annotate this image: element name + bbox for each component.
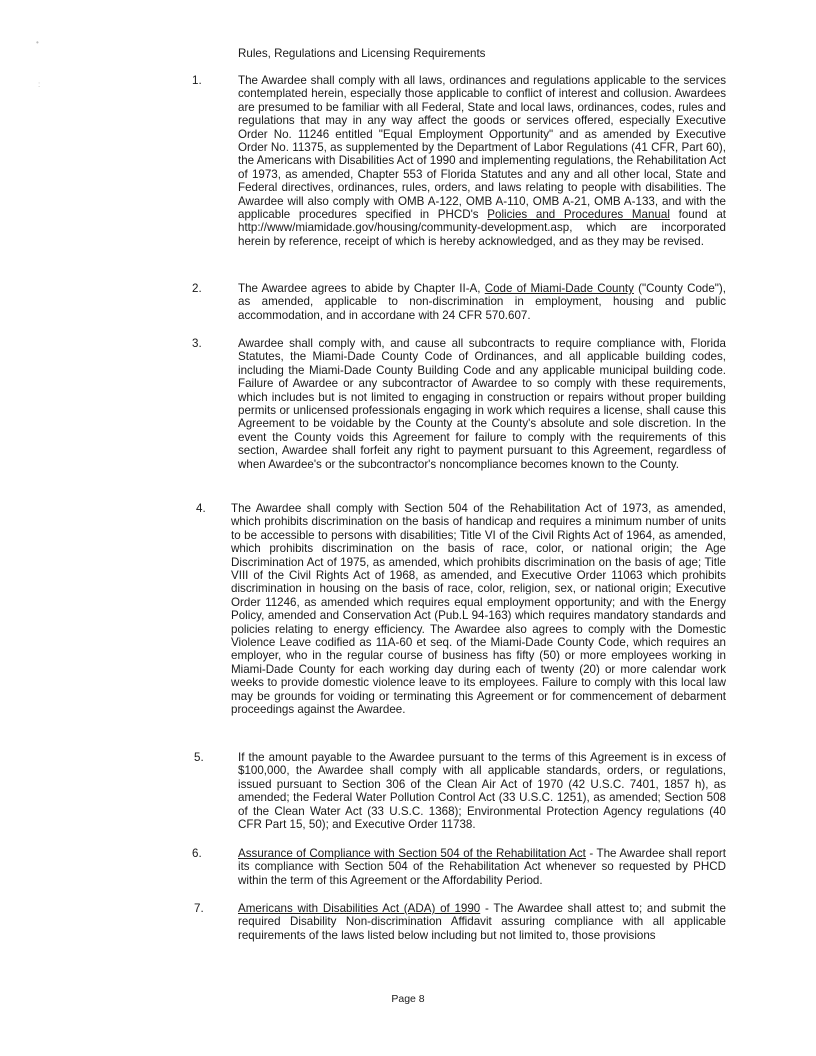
- page-number: Page 8: [391, 993, 425, 1005]
- item-number: 5.: [194, 751, 204, 764]
- section-heading: Rules, Regulations and Licensing Requirements: [238, 47, 486, 60]
- section-504-assurance-link[interactable]: Assurance of Compliance with Section 504 of the Rehabilitation Act: [238, 847, 586, 860]
- item-body-continued: found at http://www/miamidade.gov/housing/community-development.asp, which are incorporated herein by reference, receipt of which is hereby acknowledged, and as they may be revised.: [238, 208, 726, 248]
- scan-speck: :: [38, 80, 41, 89]
- item-body-lead: The Awardee agrees to abide by Chapter II-A,: [238, 282, 481, 295]
- county-code-link[interactable]: Code of Miami-Dade County: [484, 282, 634, 295]
- item-number: 1.: [192, 74, 202, 87]
- item-text: The Awardee shall comply with Section 504 of the Rehabilitation Act of 1973, as amended, which prohibits discrimination on the basis of handicap and requires a minimum number of units to be accessible to persons with disabilities; Title VI of the Civil Rights Act of 1964, as amended, which prohibits discrimination on the basis of race, color, or national origin; the Age Discrimination Act of 1975, as amended, which prohibits discrimination on the basis of age; Title VIII of the Civil Rights Act of 1968, as amended, and Executive Order 11063 which prohibits discrimination in housing on the basis of race, color, religion, sex, or national origin; Executive Order 11246, as amended which requires equal employment opportunity; and with the Energy Policy, amended and Conservation Act (Pub.L 94-163) which requires mandatory standards and policies relating to energy efficiency. The Awardee also agrees to comply with the Domestic Violence Leave codified as 11A-60 et seq. of the Miami-Dade County Code, which requires an employer, who in the regular course of business has fifty (50) or more employees working in Miami-Dade County for each working day during each of twenty (20) or more calendar work weeks to provide domestic violence leave to its employees. Failure to comply with this local law may be grounds for voiding or terminating this Agreement or for commencement of debarment proceedings against the Awardee.: [231, 502, 726, 717]
- item-number: 3.: [192, 337, 202, 350]
- item-number: 4.: [196, 502, 206, 515]
- item-text: [238, 847, 726, 887]
- item-text: Awardee shall comply with, and cause all subcontracts to require compliance with, Florida Statutes, the Miami-Dade County Code of Ordinances, and all applicable building codes, including the Miami-Dade County Building Code and any applicable municipal building code. Failure of Awardee or any subcontractor of Awardee to so comply with these requirements, which includes but is not limited to engaging in construction or repairs without proper building permits or unlicensed professionals engaging in work which requires a license, shall cause this Agreement to be voidable by the County at the County's absolute and sole discretion. In the event the County voids this Agreement for failure to comply with the requirements of this section, Awardee shall forfeit any right to payment pursuant to this Agreement, regardless of when Awardee's or the subcontractor's noncompliance becomes known to the County.: [238, 337, 726, 471]
- ada-1990-link[interactable]: Americans with Disabilities Act (ADA) of 1990: [238, 902, 481, 915]
- scan-speck: •: [36, 38, 39, 47]
- item-body: - The Awardee shall attest to; and submit the required Disability Non-discrimination Affidavit assuring compliance with all applicable requirements of the laws listed below including but not limited to, those provisions: [238, 902, 726, 942]
- item-body: - The Awardee shall report its compliance with Section 504 of the Rehabilitation Act whenever so requested by PHCD within the term of this Agreement or the Affordability Period.: [238, 847, 726, 887]
- item-number: 2.: [192, 282, 202, 295]
- item-body: ("County Code"), as amended, applicable to non-discrimination in employment, housing and public accommodation, and in accordane with 24 CFR 570.607.: [238, 282, 726, 322]
- policies-manual-link[interactable]: Policies and Procedures Manual: [487, 208, 670, 222]
- item-text: If the amount payable to the Awardee pursuant to the terms of this Agreement is in excess of $100,000, the Awardee shall comply with all applicable standards, orders, or regulations, issued pursuant to Section 306 of the Clean Air Act of 1970 (42 U.S.C. 7401, 1857 h), as amended; the Federal Water Pollution Control Act (33 U.S.C. 1251), as amended; Section 508 of the Clean Water Act (33 U.S.C. 1368); Environmental Protection Agency regulations (40 CFR Part 15, 50); and Executive Order 11738.: [238, 751, 726, 832]
- item-body: The Awardee shall comply with all laws, ordinances and regulations applicable to the services contemplated herein, especially those applicable to conflict of interest and collusion. Awardees are presumed to be familiar with all Federal, State and local laws, ordinances, codes, rules and regulations that may in any way affect the goods or services offered, especially Executive Order No. 11246 entitled "Equal Employment Opportunity" and as amended by Executive Order No. 11375, as supplemented by the Department of Labor Regulations (41 CFR, Part 60), the Americans with Disabilities Act of 1990 and implementing regulations, the Rehabilitation Act of 1973, as amended, Chapter 553 of Florida Statutes and any and all other local, State and Federal directives, ordinances, rules, orders, and laws relating to people with disabilities. The Awardee will also comply with OMB A-122, OMB A-110, OMB A-21, OMB A-133, and with the applicable procedures specified in PHCD's: [238, 74, 726, 222]
- item-number: 6.: [192, 847, 202, 860]
- item-number: 7.: [194, 902, 204, 915]
- item-text: [238, 902, 726, 942]
- item-text: [238, 282, 726, 322]
- item-text: [238, 74, 726, 248]
